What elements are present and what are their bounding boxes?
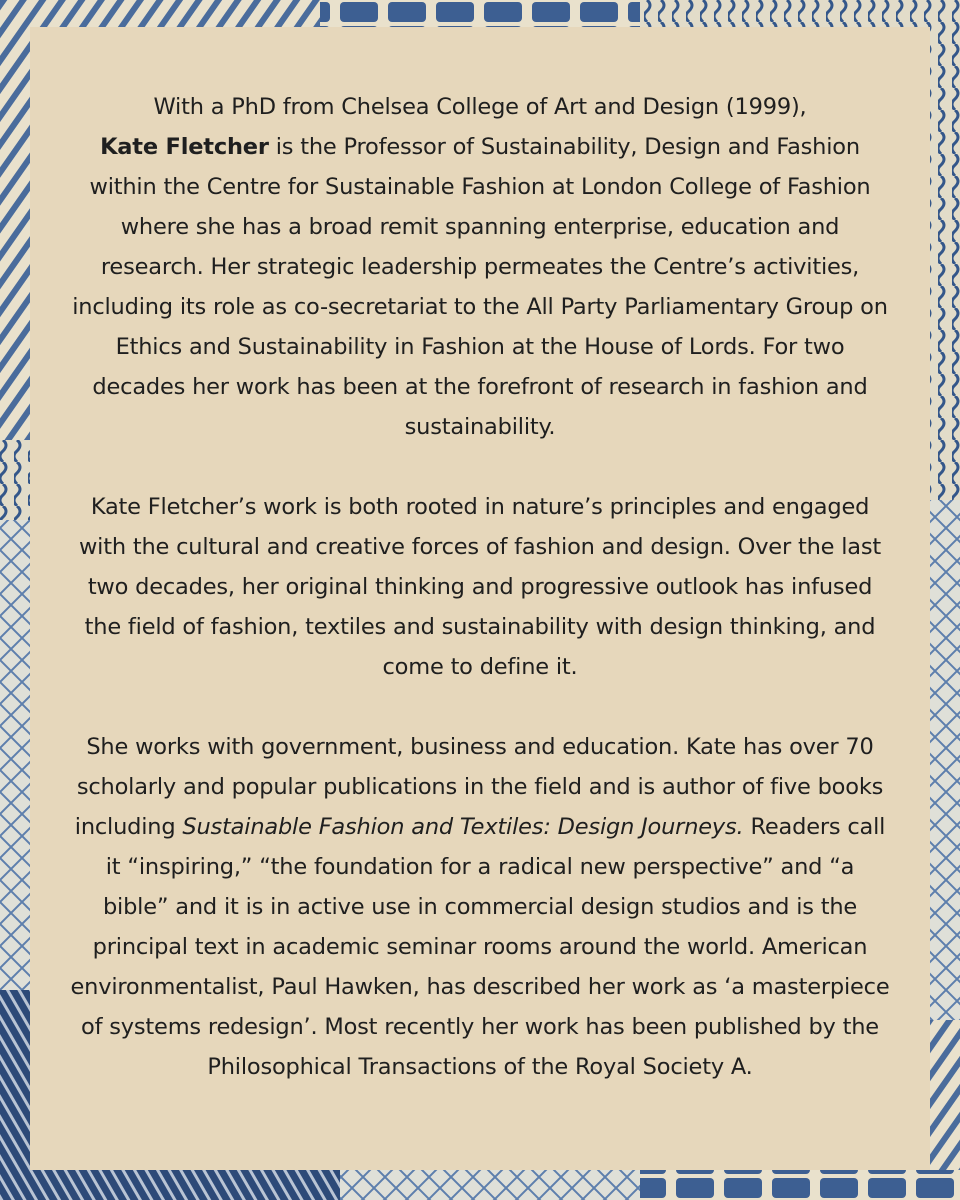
- bio-panel: [30, 27, 930, 1170]
- author-name: Kate Fletcher: [100, 134, 269, 160]
- bio-intro: With a PhD from Chelsea College of Art and Design (1999),: [153, 94, 807, 120]
- bio-paragraph-2: Kate Fletcher’s work is both rooted in nature’s principles and engaged with the cultural and creative forces of fashion and design. Over the last two decades, her original thinking and progressive outlook has infused the field of fashion, textiles and sustainability with design thinking, and come to define it.: [78, 494, 882, 680]
- bio-paragraph-1-rest: is the Professor of Sustainability, Design and Fashion within the Centre for Sustainable Fashion at London College of Fashion where she has a broad remit spanning enterprise, education and research. Her strategic leadership permeates the Centre’s activities, including its role as co-secretariat to the All Party Parliamentary Group on Ethics and Sustainability in Fashion at the House of Lords. For two decades her work has been at the forefront of research in fashion and sustainability.: [72, 134, 888, 440]
- bio-paragraph-1: [70, 87, 890, 447]
- paragraph-spacer: [70, 687, 890, 727]
- bio-paragraph-3-after: Readers call it “inspiring,” “the foundation for a radical new perspective” and “a bible” and it is in active use in commercial design studios and is the principal text in academic seminar rooms around the world. American environmentalist, Paul Hawken, has described her work as ‘a masterpiece of systems redesign’. Most recently her work has been published by the Philosophical Transactions of the Royal Society A.: [70, 814, 890, 1080]
- paragraph-spacer: [70, 447, 890, 487]
- bio-paragraph-3: [70, 727, 890, 1087]
- book-title: Sustainable Fashion and Textiles: Design Journeys.: [182, 814, 744, 840]
- bio-paragraph-3-before: She works with government, business and education. Kate has over 70 scholarly and popular publications in the field and is author of five books including: [74, 734, 884, 840]
